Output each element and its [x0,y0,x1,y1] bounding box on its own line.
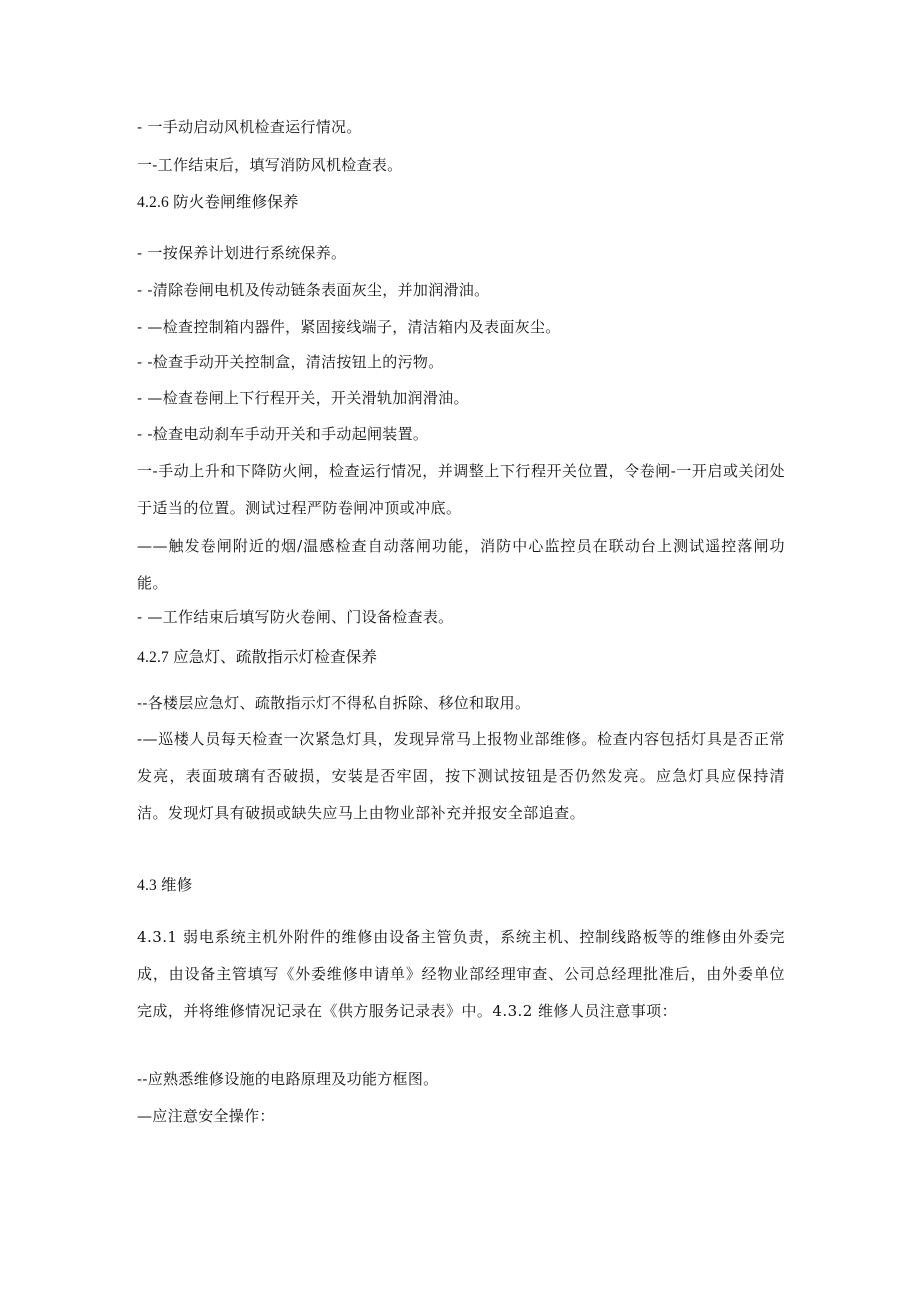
text-line: - —工作结束后填写防火卷闸、门设备检查表。 [137,608,454,626]
text-line: --各楼层应急灯、疏散指示灯不得私自拆除、移位和取用。 [137,694,531,712]
text-line: - 一手动启动风机检查运行情况。 [137,118,362,136]
text-line: - -检查电动刹车手动开关和手动起闸装置。 [137,425,429,443]
text-line: - -清除卷闸电机及传动链条表面灰尘，并加润滑油。 [137,281,490,299]
section-heading: 4.2.6 防火卷闸维修保养 [137,194,299,211]
section-heading: 4.3 维修 [137,877,193,894]
paragraph: 一-手动上升和下降防火闸，检查运行情况，并调整上下行程开关位置，令卷闸-一开启或关闭处于适当的位置。测试过程严防卷闸冲顶或冲底。 [137,462,785,517]
paragraph: ——触发卷闸附近的烟/温感检查自动落闸功能，消防中心监控员在联动台上测试遥控落闸功能。 [137,537,785,592]
text-line: - 一按保养计划进行系统保养。 [137,244,347,262]
text-line: - —检查卷闸上下行程开关，开关滑轨加润滑油。 [137,389,469,407]
text-line: - —检查控制箱内器件，紧固接线端子，清洁箱内及表面灰尘。 [137,318,561,336]
text-line: --应熟悉维修设施的电路原理及功能方框图。 [137,1070,439,1088]
text-line: - -检查手动开关控制盒，清洁按钮上的污物。 [137,353,444,371]
text-line: —应注意安全操作： [137,1107,275,1125]
paragraph: -—巡楼人员每天检查一次紧急灯具，发现异常马上报物业部维修。检查内容包括灯具是否正常发亮，表面玻璃有否破损，安装是否牢固，按下测试按钮是否仍然发亮。应急灯具应保持清洁。发现灯具有破损或缺失应马上由物业部补充并报安全部追查。 [137,730,785,822]
text-line: 一-工作结束后，填写消防风机检查表。 [137,156,403,174]
paragraph: 4.3.1 弱电系统主机外附件的维修由设备主管负责，系统主机、控制线路板等的维修由外委完成，由设备主管填写《外委维修申请单》经物业部经理审查、公司总经理批准后，由外委单位完成，并将维修情况记录在《供方服务记录表》中。4.3.2 维修人员注意事项： [137,928,785,1020]
section-heading: 4.2.7 应急灯、疏散指示灯检查保养 [137,649,378,666]
